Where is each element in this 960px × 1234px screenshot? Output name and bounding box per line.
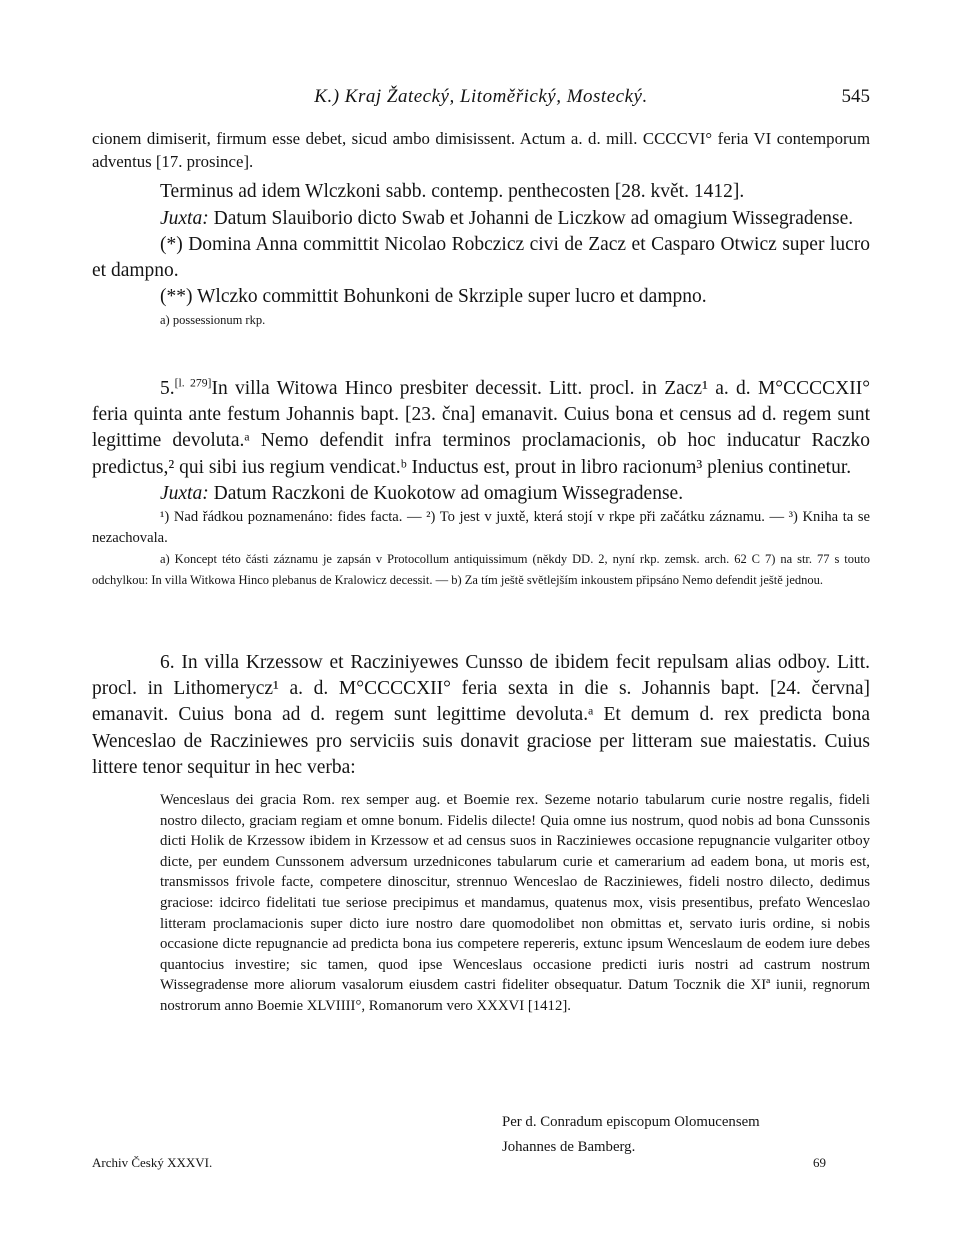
note-star: (*) Domina Anna committit Nicolao Robczicz civi de Zacz et Casparo Otwicz super lucro et dampno. [92, 233, 870, 282]
entry-5-number: 5. [160, 378, 175, 399]
entry-5-footnotes: ¹) Nad řádkou poznamenáno: fides facta. — ²) To jest v juxtě, která stojí v rkpe při začátku záznamu. — ³) Kniha ta se nezachovala. [92, 509, 870, 547]
royal-letter [160, 790, 870, 1017]
entry-5-footnote-a: a) Koncept této části záznamu je zapsán v Protocollum antiquissimum (někdy DD. 2, nyní rkp. zemsk. arch. 62 C 7) na str. 77 s touto odchylkou: In villa Witkowa Hinco plebanus de Kralowicz decessit. — b) Za tím ještě světlejším inkoustem připsáno Nemo defendit ještě jednou. [92, 552, 870, 587]
page-footer [92, 1155, 870, 1171]
footer-left: Archiv Český XXXVI. [92, 1155, 213, 1170]
entry-6 [92, 650, 870, 781]
entry-5-page-ref: [l. 279] [174, 376, 212, 390]
entry-5-text [92, 376, 870, 481]
continuation-block [92, 128, 870, 331]
signature-line-1: Per d. Conradum episcopum Olomucensem [502, 1114, 760, 1130]
page-number: 545 [841, 86, 870, 107]
entry-6-number: 6. [160, 652, 175, 673]
page-header [92, 86, 870, 112]
juxta-label: Juxta: [160, 207, 209, 229]
entry-6-body: In villa Krzessow et Racziniyewes Cunsso de ibidem fecit repulsam alias odboy. Litt. procl. in Lithomerycz¹ a. d. M°CCCCXII° feria sexta in die s. Johannis bapt. [24. června] emanavit. Cuius bona ad d. regem sunt legittime devoluta.ᵃ Et demum d. rex predicta bona Wenceslao de Racziniewes pro serviciis suis donavit graciose per litteram sue maiestatis. Cuius littere tenor sequitur in hec verba: [92, 652, 871, 778]
continuation-paragraph: cionem dimiserit, firmum esse debet, sicud ambo dimisissent. Actum a. d. mill. CCCCVI° feria VI contemporum adventus [17. prosince]. [92, 129, 870, 171]
entry-6-text [92, 650, 870, 781]
juxta-text: Datum Slauiborio dicto Swab et Johanni de Liczkow ad omagium Wissegradense. [208, 207, 854, 229]
footer-sheet-number: 69 [813, 1155, 826, 1170]
note-double-star: (**) Wlczko committit Bohunkoni de Skrziple super lucro et dampno. [160, 286, 707, 308]
juxta-paragraph [92, 206, 870, 232]
terminus-paragraph: Terminus ad idem Wlczkoni sabb. contemp. penthecosten [28. květ. 1412]. [160, 181, 745, 203]
signature-block [502, 1110, 872, 1159]
footnote-a: a) possessionum rkp. [160, 313, 266, 328]
entry-5-juxta-text: Datum Raczkoni de Kuokotow ad omagium Wissegradense. [208, 482, 684, 504]
entry-5-juxta-label: Juxta: [160, 482, 209, 504]
entry-5 [92, 376, 870, 590]
signature-line-2: Johannes de Bamberg. [502, 1138, 636, 1155]
running-head: K.) Kraj Žatecký, Litoměřický, Mostecký. [314, 86, 648, 107]
royal-letter-text: Wenceslaus dei gracia Rom. rex semper aug. et Boemie rex. Sezeme notario tabularum curie nostre regalis, fideli nostro dilecto, graciam regiam et omne bonum. Fidelis dilecte! Quia omne ius nostrum, quod nobis ad bona Cunssonis dicti Holik de Krzessow ibidem in Krzessow et ad census suos in Racziniewes occasione repugnancie vulgariter otboy dicte, per eundem Cunssonem adversum urzednicones tabularum curie et camerarium ad eadem bona, ut moris est, transmissos frivole facte, competere dinoscitur, strennuo Wenceslao de Racziniewes, fideli nostro dilecto, dedimus graciose: idcirco fidelitati tue seriose precipimus et mandamus, quatenus mox, visis presentibus, prefato Wenceslao litteram proclamacionis super dicto iure nostro dare quomodolibet non obmittas et, servato iuris ordine, si nobis occasione dicte repugnancie ad predicta bona ius competere repereris, extunc ipsum Wenceslaum de eodem iure debes quantocius investire; sic tamen, quod ipse Wenceslaus occasione predicti iuris nostri ad castrum nostrum Wissegradense more aliorum vasalorum eiusdem castri fideliter obsequatur. Datum Tocznik die XIª iunii, regnorum nostrorum anno Boemie XLVIIII°, Romanorum vero XXXVI [1412]. [160, 792, 870, 1014]
entry-5-body: In villa Witowa Hinco presbiter decessit. Litt. procl. in Zacz¹ a. d. M°CCCCXII° feria quinta ante festum Johannis bapt. [23. čna] emanavit. Cuius bona et census ad d. regem sunt legittime devoluta.ᵃ Nemo defendit infra terminos proclamacionis, ob hoc inducatur Raczko predictus,² qui sibi ius regium vendicat.ᵇ Inductus est, prout in libro racionum³ plenius continetur. [92, 378, 870, 478]
entry-5-juxta [92, 481, 870, 507]
